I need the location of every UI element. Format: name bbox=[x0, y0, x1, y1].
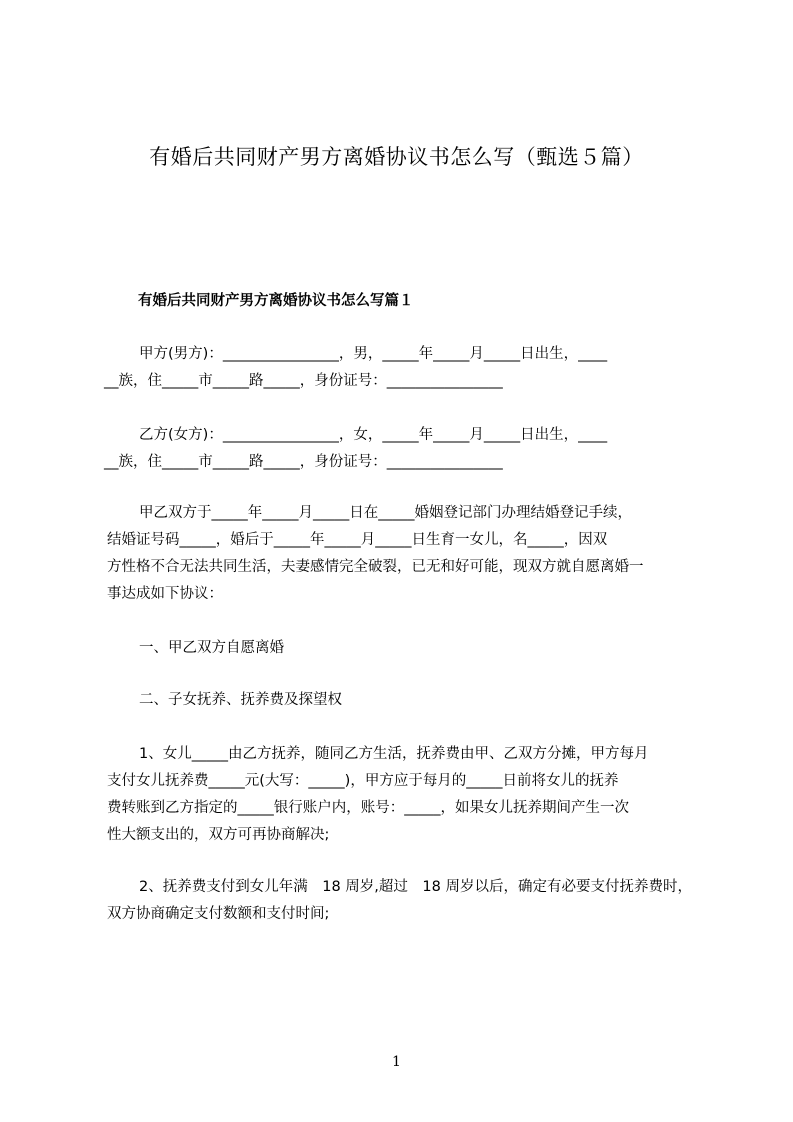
document-title: 有婚后共同财产男方离婚协议书怎么写（甄选５篇） bbox=[149, 145, 644, 169]
section-heading: 有婚后共同财产男方离婚协议书怎么写篇１ bbox=[138, 293, 414, 309]
intro-line-4: 事达成如下协议： bbox=[107, 586, 223, 602]
clause-1-line-3: 费转账到乙方指定的_____银行账户内，账号：_____，如果女儿抚养期间产生一次 bbox=[107, 800, 629, 816]
clause-1-line-2: 支付女儿抚养费_____元(大写：_____)，甲方应于每月的_____日前将女儿的抚养 bbox=[107, 773, 619, 789]
party-a-line-2: __族，住_____市_____路_____，身份证号：________________ bbox=[104, 373, 503, 389]
party-b-line-1: 乙方(女方)：________________，女，_____年_____月_____日出生，____ bbox=[139, 427, 608, 443]
intro-line-2: 结婚证号码_____，婚后于_____年_____月_____日生育一女儿，名_____，因双 bbox=[107, 532, 608, 548]
clause-2-line-2: 双方协商确定支付数额和支付时间; bbox=[107, 906, 330, 922]
item-2: 二、子女抚养、抚养费及探望权 bbox=[139, 692, 342, 708]
clause-1-line-1: 1、女儿_____由乙方抚养，随同乙方生活，抚养费由甲、乙双方分摊，甲方每月 bbox=[139, 746, 649, 762]
clause-1-line-4: 性大额支出的，双方可再协商解决; bbox=[107, 827, 330, 843]
item-1: 一、甲乙双方自愿离婚 bbox=[139, 640, 284, 656]
clause-2-line-1: 2、抚养费支付到女儿年满 18 周岁,超过 18 周岁以后，确定有必要支付抚养费时， bbox=[139, 879, 692, 895]
party-a-line-1: 甲方(男方)：________________，男，_____年_____月_____日出生，____ bbox=[139, 346, 608, 362]
intro-line-1: 甲乙双方于_____年_____月_____日在_____婚姻登记部门办理结婚登记手续， bbox=[139, 505, 632, 521]
page-number: 1 bbox=[392, 1054, 401, 1070]
intro-line-3: 方性格不合无法共同生活，夫妻感情完全破裂，已无和好可能，现双方就自愿离婚一 bbox=[107, 559, 644, 575]
party-b-line-2: __族，住_____市_____路_____，身份证号：________________ bbox=[104, 454, 503, 470]
